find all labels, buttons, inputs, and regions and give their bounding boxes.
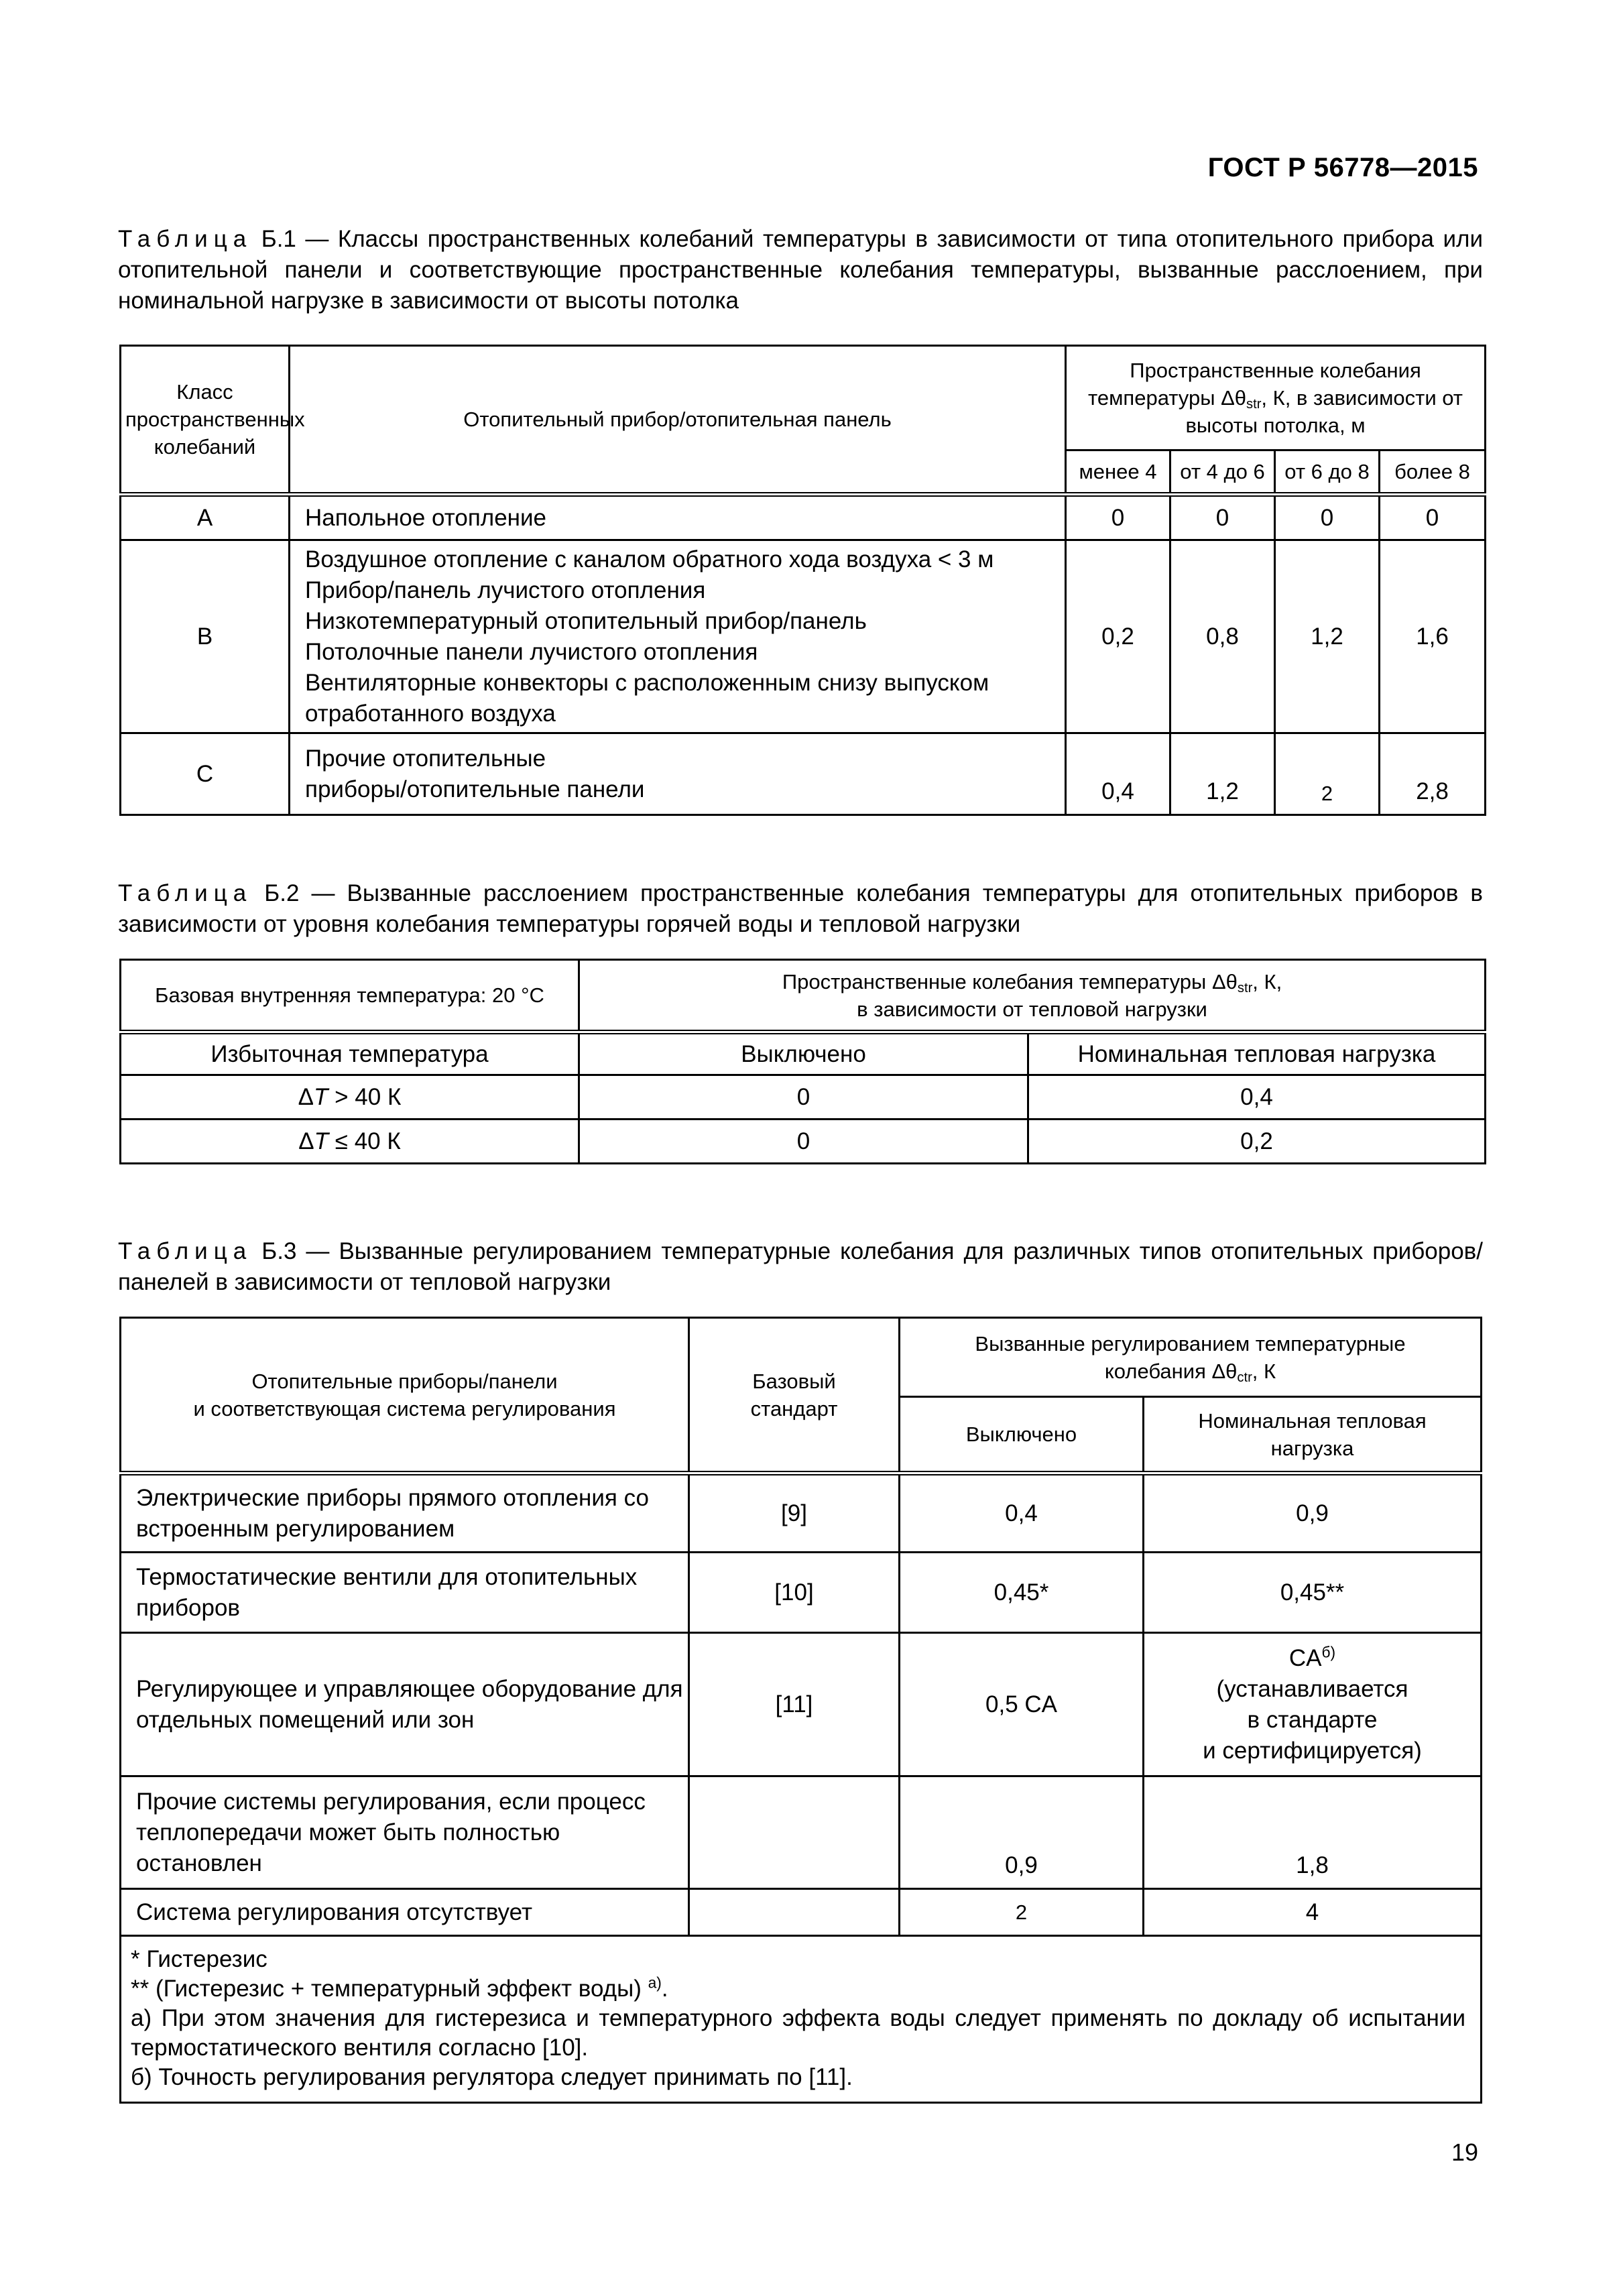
table3-standard-cell: [10]: [689, 1553, 900, 1633]
table3-nominal-cell: 0,9: [1144, 1473, 1482, 1553]
table1-header-class: Класс пространственных колебаний: [121, 346, 290, 495]
table3-off-cell: 0,4: [900, 1473, 1144, 1553]
table2-nominal-cell: 0,2: [1028, 1120, 1486, 1164]
note-b: б) Точность регулирования регулятора следует принимать по [11].: [131, 2064, 853, 2090]
table3-header-standard: Базовый стандарт: [689, 1318, 900, 1473]
table3-caption: [118, 1236, 1483, 1298]
table2-nominal-cell: 0,4: [1028, 1075, 1486, 1120]
note-a: а) При этом значения для гистерезиса и температурного эффекта воды следует применять по докладу об испытании термостатического вентиля согласно [10].: [131, 2005, 1465, 2061]
table-row: [121, 1473, 1482, 1553]
table-b2: [119, 959, 1486, 1164]
table3-header-values: Вызванные регулированием температурные колебания $\Delta\theta_{ctr}$, К: [900, 1318, 1482, 1397]
table1-value-cell: 0: [1066, 495, 1170, 540]
table2-caption-text: Б.2 — Вызванные расслоением пространственные колебания температуры для отопительных приборов в зависимости от уровня колебания температуры горячей воды и тепловой нагрузки: [118, 880, 1483, 937]
table-row: [121, 495, 1486, 540]
table3-nominal-cell: 1,8: [1144, 1776, 1482, 1889]
table3-caption-label: Таблица: [118, 1238, 253, 1264]
table-row: [121, 1776, 1482, 1889]
table1-header-values: Пространственные колебания температуры $\Delta\theta_{str}$, К, в зависимости от высоты потолка, м: [1066, 346, 1486, 450]
table2-header-off: Выключено: [579, 1032, 1028, 1075]
table1-device-cell: Напольное отопление: [290, 495, 1066, 540]
table3-header-device: Отопительные приборы/панели и соответствующая система регулирования: [121, 1318, 689, 1473]
table3-device-cell: Регулирующее и управляющее оборудование для отдельных помещений или зон: [121, 1633, 689, 1776]
table1-value-cell: 1,2: [1170, 733, 1275, 815]
table3-device-cell: Электрические приборы прямого отопления со встроенным регулированием: [121, 1473, 689, 1553]
table-row: [121, 1553, 1482, 1633]
table2-excess-cell: ΔT > 40 К: [121, 1075, 579, 1120]
table1-height-col: от 4 до 6: [1170, 450, 1275, 495]
table3-off-cell: 0,5 CA: [900, 1633, 1144, 1776]
table-row: [121, 733, 1486, 815]
table-row: [121, 1889, 1482, 1936]
document-id: ГОСТ Р 56778—2015: [1207, 153, 1478, 182]
table3-off-cell: 0,9: [900, 1776, 1144, 1889]
table3-nominal-cell: $CA^{б)}$ (устанавливается в стандарте и сертифицируется): [1144, 1633, 1482, 1776]
table1-value-cell: 1,6: [1380, 540, 1486, 733]
table3-standard-cell: [689, 1889, 900, 1936]
table1-caption-label: Таблица: [118, 226, 253, 252]
table3-device-cell: Система регулирования отсутствует: [121, 1889, 689, 1936]
table-b3: [119, 1317, 1482, 2104]
table-row: [121, 1075, 1486, 1120]
table3-off-cell: 2: [900, 1889, 1144, 1936]
table3-device-cell: Прочие системы регулирования, если процесс теплопередачи может быть полностью остановлен: [121, 1776, 689, 1889]
table1-value-cell: 0,8: [1170, 540, 1275, 733]
table2-base-temp: Базовая внутренняя температура: 20 °С: [121, 960, 579, 1032]
table1-caption: [118, 224, 1483, 316]
table1-value-cell: 0: [1275, 495, 1380, 540]
table2-header-nominal: Номинальная тепловая нагрузка: [1028, 1032, 1486, 1075]
table3-off-cell: 0,45*: [900, 1553, 1144, 1633]
table1-value-cell: 0,4: [1066, 733, 1170, 815]
table1-class-cell: A: [121, 495, 290, 540]
table2-caption-label: Таблица: [118, 880, 253, 906]
table2-off-cell: 0: [579, 1120, 1028, 1164]
table3-standard-cell: [9]: [689, 1473, 900, 1553]
table1-value-cell: 0: [1170, 495, 1275, 540]
table1-device-cell: Воздушное отопление с каналом обратного хода воздуха < 3 м Прибор/панель лучистого отопления Низкотемпературный отопительный прибор/панель Потолочные панели лучистого отопления Вентиляторные конвекторы с расположенным снизу выпуском отработанного воздуха: [290, 540, 1066, 733]
table2-header-values: Пространственные колебания температуры $\Delta\theta_{str}$, К, в зависимости от тепловой нагрузки: [579, 960, 1486, 1032]
table3-header-off: Выключено: [900, 1397, 1144, 1473]
table3-standard-cell: [689, 1776, 900, 1889]
table1-height-col: более 8: [1380, 450, 1486, 495]
page-number: 19: [1451, 2138, 1478, 2166]
table1-height-col: менее 4: [1066, 450, 1170, 495]
table3-standard-cell: [11]: [689, 1633, 900, 1776]
table2-excess-cell: ΔT ≤ 40 К: [121, 1120, 579, 1164]
table1-class-cell: C: [121, 733, 290, 815]
table3-device-cell: Термостатические вентили для отопительных приборов: [121, 1553, 689, 1633]
table2-off-cell: 0: [579, 1075, 1028, 1120]
table1-value-cell: 0: [1380, 495, 1486, 540]
table3-nominal-cell: 0,45**: [1144, 1553, 1482, 1633]
table-row: [121, 1633, 1482, 1776]
table1-height-col: от 6 до 8: [1275, 450, 1380, 495]
table-b1: [119, 345, 1486, 816]
table1-value-cell: 1,2: [1275, 540, 1380, 733]
table-row: [121, 1120, 1486, 1164]
table3-nominal-cell: 4: [1144, 1889, 1482, 1936]
table-row: [121, 540, 1486, 733]
note-hysteresis: * Гистерезис: [131, 1946, 267, 1972]
table3-notes: [121, 1936, 1482, 2103]
table1-device-cell: Прочие отопительные приборы/отопительные панели: [290, 733, 1066, 815]
table1-header-device: Отопительный прибор/отопительная панель: [290, 346, 1066, 495]
table2-caption: [118, 878, 1483, 940]
table1-caption-text: Б.1 — Классы пространственных колебаний температуры в зависимости от типа отопительного прибора или отопительной панели и соответствующие пространственные колебания температуры, вызванные расслоением, при номинальной нагрузке в зависимости от высоты потолка: [118, 226, 1484, 314]
table2-header-excess: Избыточная температура: [121, 1032, 579, 1075]
table1-class-cell: B: [121, 540, 290, 733]
table1-value-cell: 2: [1275, 733, 1380, 815]
table3-caption-text: Б.3 — Вызванные регулированием температурные колебания для различных типов отопительных приборов/панелей в зависимости от тепловой нагрузки: [118, 1238, 1483, 1295]
table3-notes-row: [121, 1936, 1482, 2103]
table3-header-nominal: Номинальная тепловая нагрузка: [1144, 1397, 1482, 1473]
note-hysteresis-water: ** (Гистерезис + температурный эффект воды) $^{а)}$.: [131, 1974, 668, 2002]
table1-value-cell: 2,8: [1380, 733, 1486, 815]
table1-value-cell: 0,2: [1066, 540, 1170, 733]
